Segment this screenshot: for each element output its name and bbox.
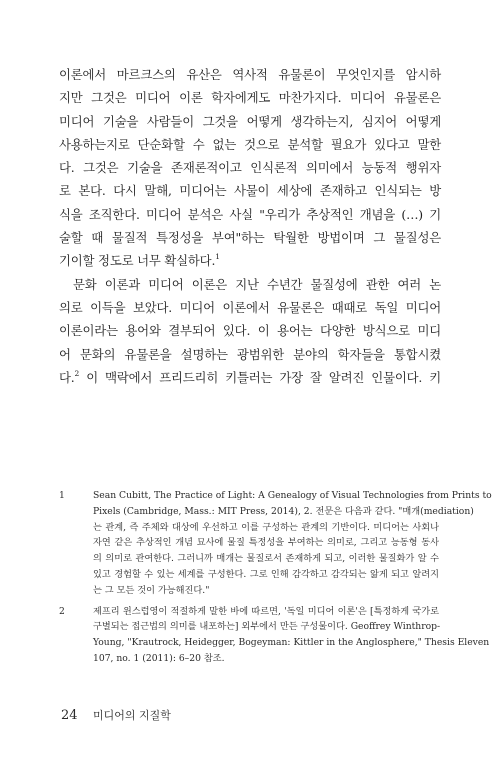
text-line: 이론에서 마르크스의 유산은 역사적 유물론이 무엇인지를 암시하 — [59, 67, 441, 82]
text-line: 사용하는지로 단순화할 수 없는 것으로 분석할 필요가 있다고 말한 — [59, 136, 441, 152]
text-line: 다. 그것은 기술을 존재론적이고 인식론적 의미에서 능동적 행위자 — [59, 160, 441, 176]
paragraph-2 — [59, 273, 441, 389]
main-text — [59, 63, 441, 389]
text-line: 이론이라는 용어와 결부되어 있다. 이 용어는 다양한 방식으로 미디 — [59, 323, 441, 339]
text-line — [59, 366, 441, 389]
footnote-line: 제프리 윈스럽영이 적절하게 말한 바에 따르면, '독일 미디어 이론'은 [특정하게 국가로 — [93, 605, 439, 617]
footnote-line: 의 의미로 관여한다. 그러니까 매개는 물질로서 존재하게 되고, 이러한 물질화가 알 수 — [93, 553, 439, 565]
footnote-line: Young, "Krautrock, Heidegger, Bogeyman: Kittler in the Anglosphere," Thesis Eleven — [93, 637, 490, 649]
text-line: 의로 이득을 보았다. 미디어 이론에서 유물론은 때때로 독일 미디어 — [59, 299, 441, 315]
text-line: 식을 조직한다. 미디어 분석은 사실 "우리가 추상적인 개념을 (…) 기 — [59, 206, 441, 222]
footnote-line: Sean Cubitt, The Practice of Light: A Genealogy of Visual Technologies from Prints to — [93, 490, 492, 501]
text-line: 로 본다. 다시 말해, 미디어는 사물이 세상에 존재하고 인식되는 방 — [59, 183, 441, 199]
text-line — [59, 249, 441, 272]
footnotes — [59, 488, 492, 672]
footnote-line: 자연 같은 추상적인 개념 묘사에 물질 특정성을 부여하는 의미로, 그리고 능동형 동사 — [93, 537, 439, 549]
footnote-line: 는 관계, 즉 주체와 대상에 우선하고 이를 구성하는 관계의 기반이다. 미디어는 사회나 — [93, 521, 439, 533]
text-line-content: 다. — [59, 369, 75, 385]
page-footer — [61, 707, 171, 723]
text-line: 미디어 기술을 사람들이 그것을 어떻게 생각하는지, 심지어 어떻게 — [59, 113, 441, 129]
text-line-content: 이 맥락에서 프리드리히 키틀러는 가장 잘 알려진 인물이다. 키 — [79, 369, 441, 385]
text-line: 지만 그것은 미디어 이론 학자에게도 마찬가지다. 미디어 유물론은 — [59, 90, 441, 106]
footnote-line: 107, no. 1 (2011): 6–20 참조. — [93, 652, 225, 664]
text-line: 어 문화의 유물론을 설명하는 광범위한 분야의 학자들을 통합시켰 — [59, 346, 441, 362]
footnote-line: 구별되는 접근법의 의미를 내포하는] 외부에서 만든 구성물이다. Geoffrey Winthrop- — [93, 621, 441, 633]
footnote-2 — [59, 604, 490, 667]
page-number: 24 — [61, 708, 78, 723]
footnote-line: 있고 경험할 수 있는 세계를 구성한다. 그로 인해 감각하고 감각되는 앎게 되고 알려지 — [93, 568, 439, 580]
running-title: 미디어의 지질학 — [93, 709, 171, 722]
footnote-marker[interactable]: 1 — [215, 252, 220, 262]
footnote-line: 는 그 모든 것이 가능해진다." — [93, 584, 210, 596]
footnote-number: 2 — [59, 605, 65, 617]
paragraph-1 — [59, 63, 441, 273]
footnote-1 — [59, 488, 492, 599]
text-line: 문화 이론과 미디어 이론은 지난 수년간 물질성에 관한 여러 논 — [73, 276, 441, 292]
footnote-line: Pixels (Cambridge, Mass.: MIT Press, 2014), 2. 전문은 다음과 같다. "매개(mediation) — [93, 505, 474, 517]
footnote-marker[interactable]: 2 — [74, 368, 80, 378]
text-line-content: 기이할 정도로 너무 확실하다. — [59, 253, 216, 269]
footnote-number: 1 — [59, 490, 65, 501]
text-line: 술할 때 물질적 특정성을 부여"하는 탁월한 방법이며 그 물질성은 — [59, 230, 441, 246]
